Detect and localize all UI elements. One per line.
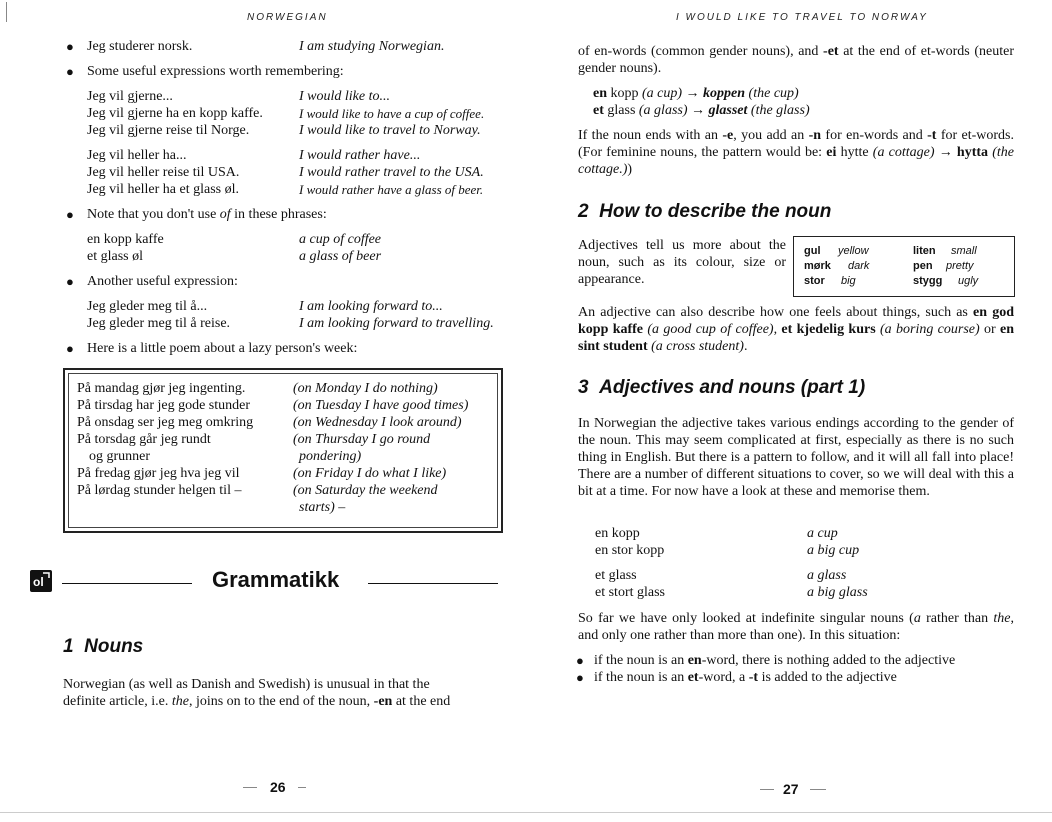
example-list: et glass a glass et stort glass a big glass — [595, 568, 868, 600]
left-running-head: NORWEGIAN — [247, 12, 328, 23]
rule-item: ● if the noun is an en-word, there is nothing added to the adjective — [576, 653, 956, 668]
example-line: en kopp (a cup) → koppen (the cup) — [593, 86, 799, 101]
phrase-list: Jeg vil gjerne... I would like to... Jeg vil gjerne ha en kopp kaffe. I would like to have a cup of coffee. Jeg vil gjerne reise til Norge. I would like to travel to Norway. — [87, 89, 485, 138]
svg-text:ol: ol — [33, 575, 44, 589]
article-paragraph: of en-words (common gender nouns), and -et at the end of et-words (neuter gender nouns). — [578, 44, 1014, 76]
phrase-list: Jeg gleder meg til å... I am looking forward to... Jeg gleder meg til å reise. I am looking forward to travelling. — [87, 299, 494, 331]
poem: På mandag gjør jeg ingenting. (on Monday I do nothing) På tirsdag har jeg gode stunder (on Tuesday I have good times) På onsdag ser jeg meg omkring (on Wednesday I look around) På torsdag går jeg rundt (on Thursday I go round og grunner pondering) På fredag gjør jeg hva jeg vil (on Friday I do what I like) På lørdag stunder helgen til – (on Saturday the weekend starts) – — [77, 381, 469, 515]
bullet-item: ● Here is a little poem about a lazy person's week: — [66, 341, 358, 356]
adjective-endings-paragraph: In Norwegian the adjective takes various endings according to the gender of the noun. This may seem complicated at first, especially as there is no such thing in English. But there is a pattern to follow, and it will all fall into place! There are a number of different situations to cover, so we will deal with this a bit at a time. For now have a look at these and memorise them. — [578, 416, 1014, 499]
example-list: en kopp a cup en stor kopp a big cup — [595, 526, 860, 558]
grammar-heading: Grammatikk — [212, 567, 340, 592]
heading-rule-left — [62, 583, 192, 584]
page-number-right: 27 — [783, 781, 799, 797]
feelings-paragraph: An adjective can also describe how one feels about things, such as en god kopp kaffe (a good cup of coffee), et kjedelig kurs (a boring course) or en sint student (a cross student). — [578, 305, 1014, 354]
bullet-item: ● Note that you don't use of in these phrases: — [66, 207, 327, 222]
section-heading: 3 Adjectives and nouns (part 1) — [578, 377, 866, 398]
nouns-paragraph: Norwegian (as well as Danish and Swedish) is unusual in that the definite article, i.e. the, joins on to the end of the noun, -en at the end — [63, 677, 451, 709]
scan-mark — [6, 2, 7, 22]
heading-rule-right — [368, 583, 498, 584]
adjective-table: gul yellow liten small mørk dark pen pretty stor big stygg ugly — [793, 236, 1015, 297]
section-heading: 2 How to describe the noun — [578, 201, 832, 222]
indefinite-paragraph: So far we have only looked at indefinite singular nouns (a rather than the, and only one rather than more than one). In this situation: — [578, 611, 1014, 643]
grammar-icon — [30, 570, 52, 592]
adjective-intro: Adjectives tell us more about the noun, such as its colour, size or appearance. — [578, 238, 786, 287]
bullet-item: ● Another useful expression: — [66, 274, 238, 289]
right-running-head: I WOULD LIKE TO TRAVEL TO NORWAY — [676, 12, 928, 23]
page-number-left: 26 — [270, 779, 286, 795]
phrase-list: Jeg vil heller ha... I would rather have... Jeg vil heller reise til USA. I would rather travel to the USA. Jeg vil heller ha et glass øl. I would rather have a glass of beer. — [87, 148, 484, 197]
phrase-list: en kopp kaffe a cup of coffee et glass øl a glass of beer — [87, 232, 382, 264]
example-line: et glass (a glass) → glasset (the glass) — [593, 103, 810, 118]
scan-edge — [0, 812, 1052, 813]
section-heading: 1 Nouns — [63, 636, 144, 657]
suffix-paragraph: If the noun ends with an -e, you add an -n for en-words and -t for et-words. (For feminine nouns, the pattern would be: ei hytte (a cottage) → hytta (the cottage.)) — [578, 128, 1015, 177]
rule-item: ● if the noun is an et-word, a -t is added to the adjective — [576, 670, 897, 685]
